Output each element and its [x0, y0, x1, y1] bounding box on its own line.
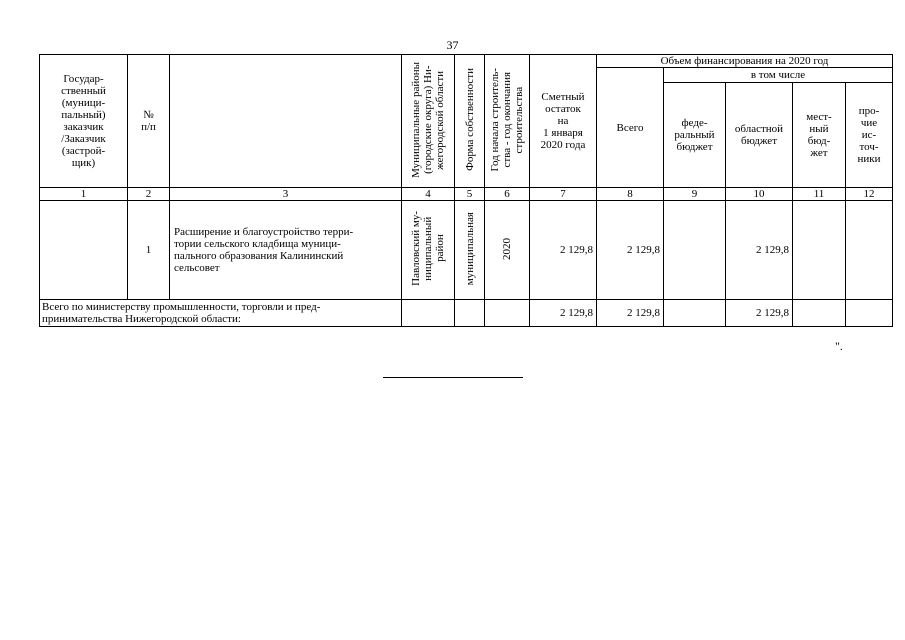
- row-district: Павловский му- ниципальный район: [410, 211, 446, 286]
- total-label: Всего по министерству промышленности, торговли и пред- принимательства Нижегородской области:: [40, 300, 402, 327]
- header-row-1: [40, 55, 893, 68]
- table-row: [40, 201, 893, 300]
- row-object: Расширение и благоустройство терри- тории сельского кладбища муници- пального образования Калининский сельсовет: [170, 201, 402, 300]
- header-other: про- чие ис- точ- ники: [846, 83, 893, 188]
- page-number: 37: [446, 38, 459, 52]
- header-including: в том числе: [664, 68, 893, 83]
- financing-table: [39, 54, 893, 327]
- column-number: 8: [597, 188, 664, 201]
- total-federal: [664, 300, 726, 327]
- column-number: 3: [170, 188, 402, 201]
- row-federal: [664, 201, 726, 300]
- closing-quote: ".: [835, 339, 843, 353]
- header-customer: Государ- ственный (муници- пальный) заказчик /Заказчик (застрой- щик): [40, 55, 128, 188]
- total-regional: 2 129,8: [726, 300, 793, 327]
- header-federal: феде- ральный бюджет: [664, 83, 726, 188]
- column-number: 5: [455, 188, 485, 201]
- column-number: 11: [793, 188, 846, 201]
- header-number: № п/п: [128, 55, 170, 188]
- header-district: Муниципальные районы (городские округа) Ни- жегородской области: [410, 61, 446, 178]
- total-other: [846, 300, 893, 327]
- column-number: 9: [664, 188, 726, 201]
- header-object: [170, 55, 402, 188]
- header-regional: областной бюджет: [726, 83, 793, 188]
- header-local: мест- ный бюд- жет: [793, 83, 846, 188]
- column-number: 1: [40, 188, 128, 201]
- column-number: 10: [726, 188, 793, 201]
- row-years: 2020: [501, 237, 513, 260]
- total-estimate: 2 129,8: [530, 300, 597, 327]
- total-local: [793, 300, 846, 327]
- row-total: 2 129,8: [597, 201, 664, 300]
- row-regional: 2 129,8: [726, 201, 793, 300]
- row-estimate: 2 129,8: [530, 201, 597, 300]
- column-number: 2: [128, 188, 170, 201]
- header-ownership-cell: [455, 55, 485, 188]
- row-district-cell: [402, 201, 455, 300]
- row-years-cell: [485, 201, 530, 300]
- row-other: [846, 201, 893, 300]
- header-years-cell: [485, 55, 530, 188]
- header-ownership: Форма собственности: [463, 68, 476, 171]
- total-years: [485, 300, 530, 327]
- header-total: Всего: [597, 68, 664, 188]
- separator-line: [383, 377, 523, 378]
- column-number: 12: [846, 188, 893, 201]
- total-district: [402, 300, 455, 327]
- header-funding: Объем финансирования на 2020 год: [597, 55, 893, 68]
- row-customer: [40, 201, 128, 300]
- column-number-row: [40, 188, 893, 201]
- header-estimate: Сметный остаток на 1 января 2020 года: [530, 55, 597, 188]
- header-years: Год начала строитель- ства - год окончания строительства: [489, 67, 525, 172]
- row-local: [793, 201, 846, 300]
- row-number: 1: [128, 201, 170, 300]
- total-ownership: [455, 300, 485, 327]
- row-ownership-cell: [455, 201, 485, 300]
- total-total: 2 129,8: [597, 300, 664, 327]
- total-row: [40, 300, 893, 327]
- row-ownership: муниципальная: [463, 211, 476, 286]
- column-number: 6: [485, 188, 530, 201]
- column-number: 4: [402, 188, 455, 201]
- header-district-cell: [402, 55, 455, 188]
- column-number: 7: [530, 188, 597, 201]
